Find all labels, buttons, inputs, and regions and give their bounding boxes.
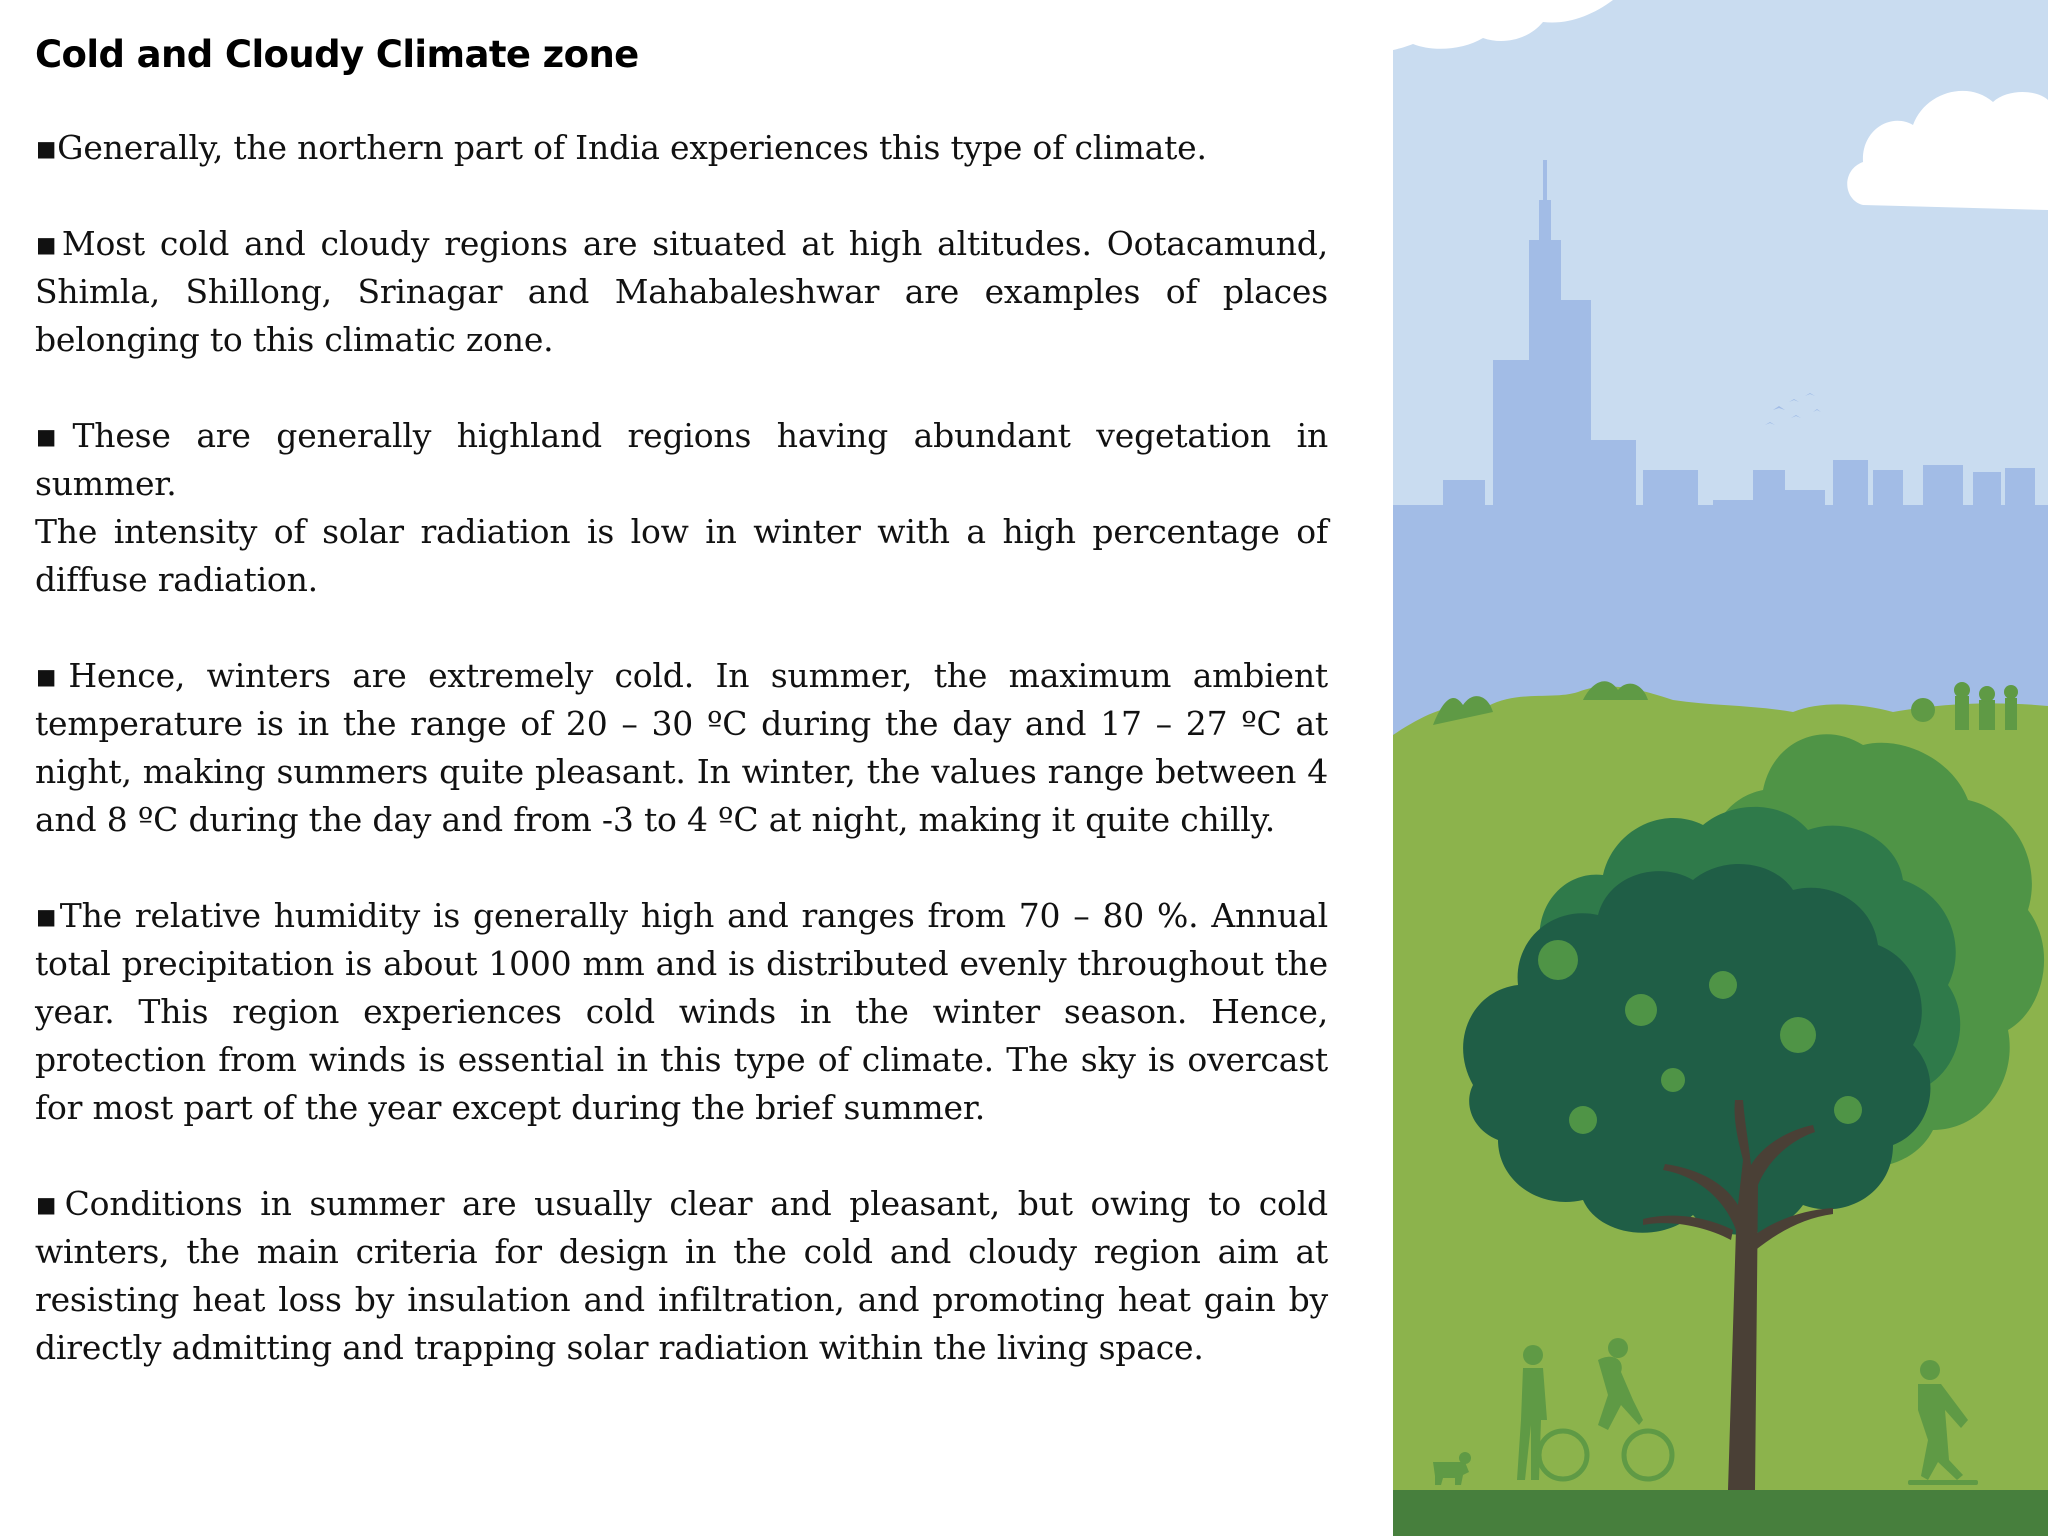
paragraph-6 bbox=[35, 1180, 1328, 1372]
paragraph-5 bbox=[35, 892, 1328, 1132]
paragraph-line: ▪The relative humidity is generally high and ranges from 70 – 80 %. Annual total precipitation is about 1000 mm and is distributed evenly throughout the year. This region experiences cold winds in the winter season. Hence, protection from winds is essential in this type of climate. The sky is overcast for most part of the year except during the brief summer. bbox=[35, 896, 1328, 1127]
paragraph-2 bbox=[35, 220, 1328, 364]
paragraph-line: ▪Conditions in summer are usually clear and pleasant, but owing to cold winters, the main criteria for design in the cold and cloudy region aim at resisting heat loss by insulation and infiltration, and promoting heat gain by directly admitting and trapping solar radiation within the living space. bbox=[35, 1184, 1328, 1367]
paragraph-line: ▪Hence, winters are extremely cold. In summer, the maximum ambient temperature is in the range of 20 – 30 ºC during the day and 17 – 27 ºC at night, making summers quite pleasant. In winter, the values range between 4 and 8 ºC during the day and from -3 to 4 ºC at night, making it quite chilly. bbox=[35, 656, 1328, 839]
slide-title: Cold and Cloudy Climate zone bbox=[35, 33, 639, 76]
ground-strip bbox=[1393, 1490, 2048, 1536]
text-column bbox=[35, 30, 1328, 1420]
paragraph-line: The intensity of solar radiation is low in winter with a high percentage of diffuse radiation. bbox=[35, 512, 1328, 599]
city-park-illustration bbox=[1393, 0, 2048, 1536]
paragraph-1 bbox=[35, 124, 1328, 172]
paragraph-line: ▪Generally, the northern part of India experiences this type of climate. bbox=[35, 128, 1207, 167]
paragraph-line: ▪These are generally highland regions having abundant vegetation in summer. bbox=[35, 416, 1328, 503]
paragraph-4 bbox=[35, 652, 1328, 844]
illustration-svg bbox=[1393, 0, 2048, 1536]
paragraph-line: ▪Most cold and cloudy regions are situated at high altitudes. Ootacamund, Shimla, Shillong, Srinagar and Mahabaleshwar are examples of places belonging to this climatic zone. bbox=[35, 224, 1328, 359]
paragraph-3 bbox=[35, 412, 1328, 604]
